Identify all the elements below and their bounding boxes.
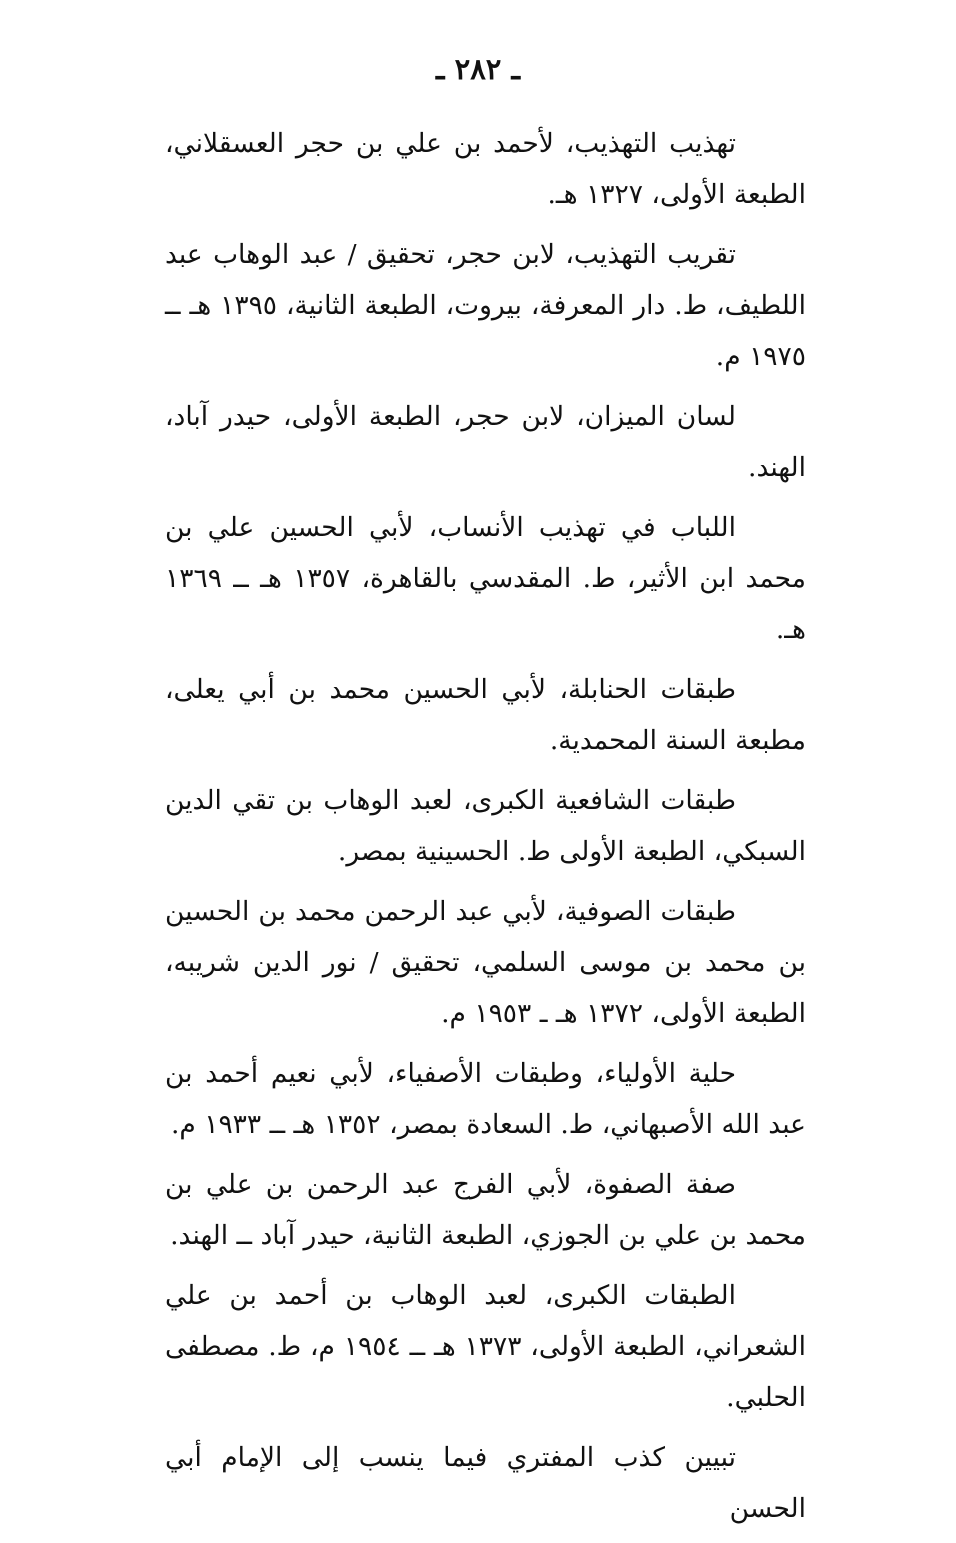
- bibliography-entry: حلية الأولياء، وطبقات الأصفياء، لأبي نعيم أحمد بن عبد الله الأصبهاني، ط. السعادة بمصر، ١٣٥٢ هـ ــ ١٩٣٣ م.: [165, 1058, 806, 1140]
- bibliography-entry: طبقات الصوفية، لأبي عبد الرحمن محمد بن الحسين بن محمد بن موسى السلمي، تحقيق / نور الدين شريبه، الطبعة الأولى، ١٣٧٢ هـ ـ ١٩٥٣ م.: [165, 896, 806, 1029]
- page-number: ـ ٢٨٢ ـ: [436, 52, 520, 86]
- bibliography-entry: الطبقات الكبرى، لعبد الوهاب بن أحمد بن علي الشعراني، الطبعة الأولى، ١٣٧٣ هـ ــ ١٩٥٤ م، ط. مصطفى الحلبي.: [165, 1280, 806, 1413]
- bibliography-entry: تبيين كذب المفتري فيما ينسب إلى الإمام أبي الحسن: [165, 1442, 806, 1524]
- bibliography-list: [165, 118, 806, 1543]
- bibliography-entry: اللباب في تهذيب الأنساب، لأبي الحسين علي بن محمد ابن الأثير، ط. المقدسي بالقاهرة، ١٣٥٧ هـ ــ ١٣٦٩ هـ.: [165, 512, 806, 645]
- bibliography-entry: تهذيب التهذيب، لأحمد بن علي بن حجر العسقلاني، الطبعة الأولى، ١٣٢٧ هـ.: [165, 128, 806, 210]
- bibliography-entry: طبقات الحنابلة، لأبي الحسين محمد بن أبي يعلى، مطبعة السنة المحمدية.: [165, 674, 806, 756]
- bibliography-entry: طبقات الشافعية الكبرى، لعبد الوهاب بن تقي الدين السبكي، الطبعة الأولى ط. الحسينية بمصر.: [165, 785, 806, 867]
- bibliography-entry: صفة الصفوة، لأبي الفرج عبد الرحمن بن علي بن محمد بن علي بن الجوزي، الطبعة الثانية، حيدر آباد ــ الهند.: [165, 1169, 806, 1251]
- bibliography-entry: تقريب التهذيب، لابن حجر، تحقيق / عبد الوهاب عبد اللطيف، ط. دار المعرفة، بيروت، الطبعة الثانية، ١٣٩٥ هـ ــ ١٩٧٥ م.: [165, 239, 806, 372]
- bibliography-entry: لسان الميزان، لابن حجر، الطبعة الأولى، حيدر آباد، الهند.: [165, 401, 806, 483]
